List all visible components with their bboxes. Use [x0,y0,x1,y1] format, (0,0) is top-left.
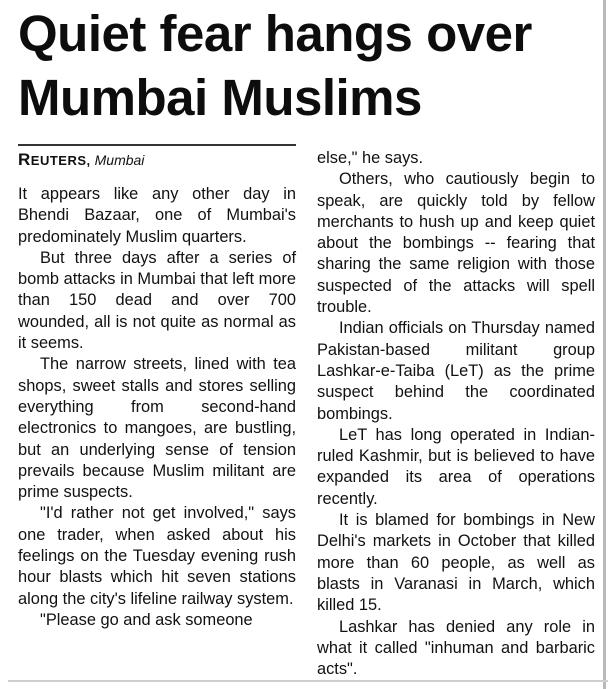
paragraph: Lashkar has denied any role in what it called "inhuman and barbaric acts". [317,617,595,679]
byline [18,144,296,184]
paragraph: else," he says. [317,149,424,167]
paragraph: LeT has long operated in Indian-ruled Kashmir, but is believed to have expanded its area of operations recently. [317,425,595,508]
paragraph: Others, who cautiously begin to speak, are quickly told by fellow merchants to hush up and keep quiet about the bombings -- fearing that sharing the same religion with those suspected of the attacks will spell trouble. [317,170,595,317]
headline [18,2,608,130]
paragraph: It appears like any other day in Bhendi Bazaar, one of Mumbai's predominately Muslim quarters. [18,185,296,246]
article-column-right [317,148,595,680]
paragraph: Indian officials on Thursday named Pakistan-based militant group Lashkar-e-Taiba (LeT) as the prime suspect behind the coordinated bombings. [317,319,595,423]
paragraph: But three days after a series of bomb attacks in Mumbai that left more than 150 dead and over 700 wounded, all is not quite as normal as it seems. [18,248,296,353]
byline-location: Mumbai [94,152,145,168]
byline-agency: REUTERS, [18,150,91,169]
bottom-rule [8,680,608,682]
headline-line-1: Quiet fear hangs over [18,5,532,62]
paragraph: The narrow streets, lined with tea shops, sweet stalls and stores selling everything from second-hand electronics to mangoes, are bustling, but an underlying sense of tension prevails because Muslim militant are prime suspects. [18,355,296,502]
paragraph: "Please go and ask someone [40,610,253,629]
paragraph: "I'd rather not get involved," says one trader, when asked about his feelings on the Tuesday evening rush hour blasts which hit seven stations along the city's lifeline railway system. [18,504,296,608]
article-column-left [18,144,296,631]
headline-line-2: Mumbai Muslims [18,69,422,126]
paragraph: It is blamed for bombings in New Delhi's markets in October that killed more than 60 people, as well as blasts in Varanasi in March, which killed 15. [317,511,595,615]
